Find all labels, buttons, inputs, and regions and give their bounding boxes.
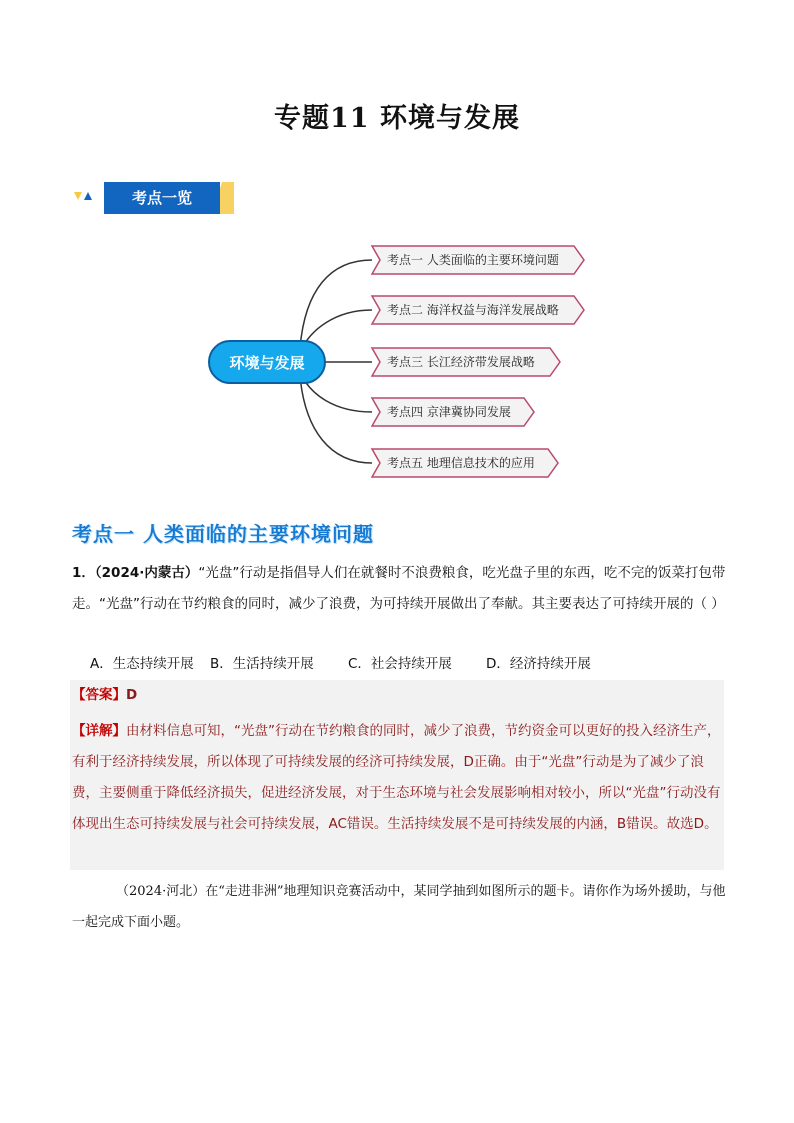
- deco-triangle-blue-icon: [84, 192, 92, 200]
- page-title: 专题11 环境与发展: [274, 103, 520, 134]
- section-heading: 考点一 人类面临的主要环境问题: [72, 522, 374, 546]
- mindmap-node-label: 考点二 海洋权益与海洋发展战略: [387, 303, 559, 317]
- question-1: [72, 558, 730, 620]
- option-d: D．经济持续开展: [486, 656, 591, 672]
- mindmap-center-label: 环境与发展: [229, 354, 305, 372]
- mindmap-node-label: 考点四 京津冀协同发展: [387, 405, 511, 419]
- mindmap-node-4: [372, 398, 534, 426]
- question-options: [90, 653, 591, 675]
- option-b: B．生活持续开展: [210, 656, 314, 672]
- material-text: （2024·河北）在“走进非洲”地理知识竞赛活动中，某同学抽到如图所示的题卡。请你作为场外援助，与他一起完成下面小题。: [72, 884, 726, 930]
- answer-label: 【答案】: [72, 687, 126, 703]
- mindmap-center: [209, 341, 325, 383]
- overview-label: 考点一览: [104, 182, 220, 214]
- option-a: A．生态持续开展: [90, 656, 194, 672]
- mindmap-node-1: [372, 246, 584, 274]
- detail-text: 由材料信息可知，“光盘”行动在节约粮食的同时，减少了浪费，节约资金可以更好的投入经济生产，有利于经济持续发展，所以体现了可持续发展的经济可持续发展，D正确。由于“光盘”行动是为了减少了浪费，主要侧重于降低经济损失，促进经济发展，对于生态环境与社会发展影响相对较小，所以“光盘”行动没有体现出生态可持续发展与社会可持续发展，AC错误。生活持续发展不是可持续发展的内涵，B错误。故选D。: [72, 723, 721, 832]
- answer-line: [72, 684, 137, 706]
- question-body: “光盘”行动是指倡导人们在就餐时不浪费粮食，吃光盘子里的东西，吃不完的饭菜打包带走。“光盘”行动在节约粮食的同时，减少了浪费，为可持续开展做出了奉献。其主要表达了可持续开展的（ ）: [72, 565, 726, 612]
- mindmap-node-label: 考点一 人类面临的主要环境问题: [387, 253, 559, 267]
- deco-triangle-yellow-icon: [74, 192, 82, 200]
- mindmap-node-5: [372, 449, 558, 477]
- detail-label: 【详解】: [72, 723, 126, 739]
- question-number: 1．: [72, 565, 95, 581]
- mindmap: [0, 230, 794, 490]
- answer-value: D: [126, 687, 138, 703]
- mindmap-node-label: 考点五 地理信息技术的应用: [387, 456, 535, 470]
- answer-detail: [72, 716, 722, 840]
- mindmap-node-2: [372, 296, 584, 324]
- option-c: C．社会持续开展: [348, 656, 452, 672]
- mindmap-node-3: [372, 348, 560, 376]
- question-source: （2024·内蒙古）: [94, 565, 199, 581]
- mindmap-node-label: 考点三 长江经济带发展战略: [387, 355, 535, 369]
